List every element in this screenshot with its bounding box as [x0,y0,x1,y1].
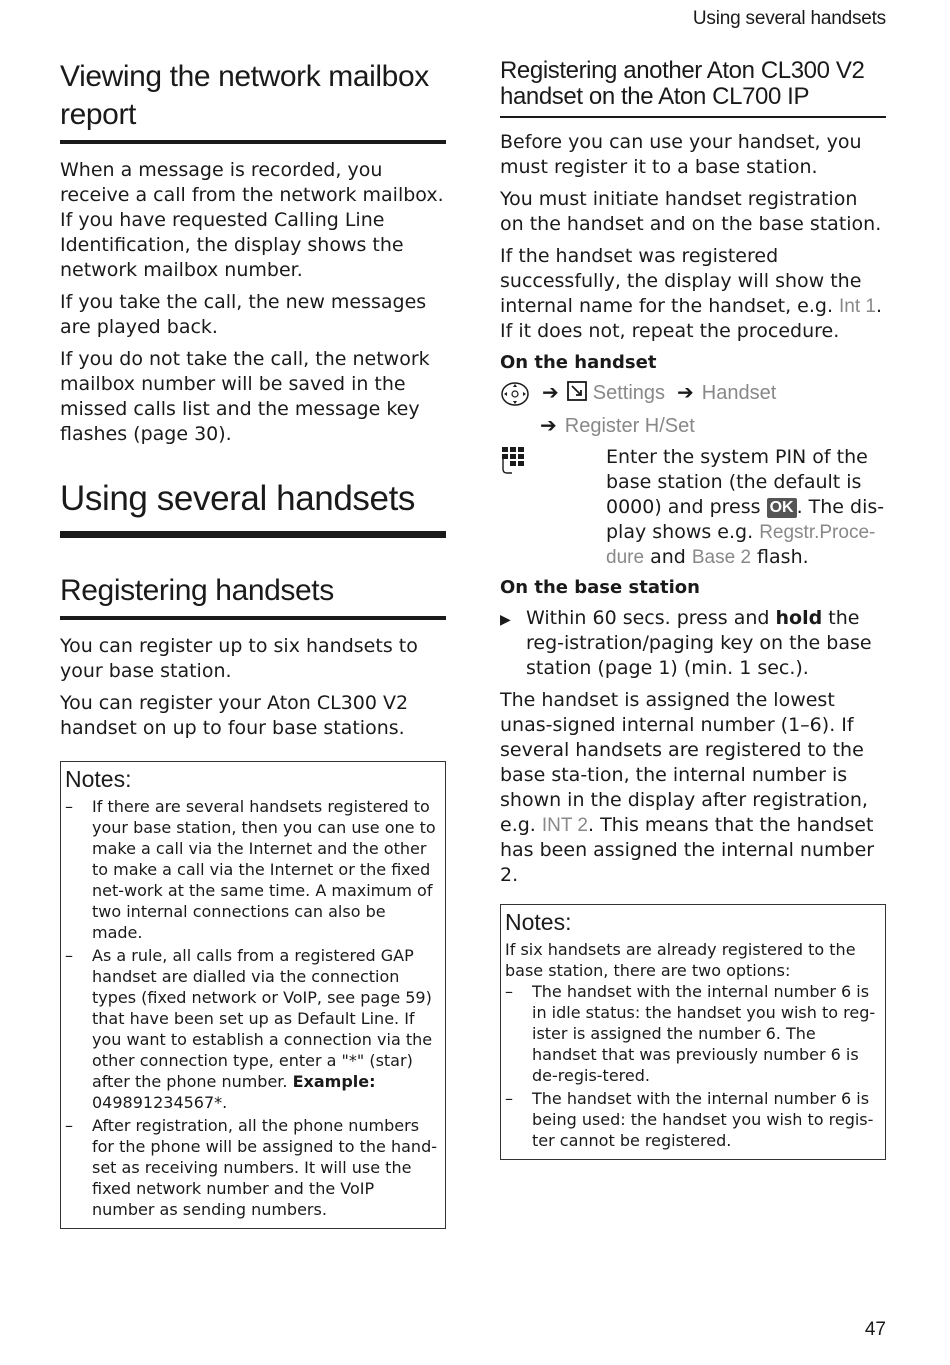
note-dash: – [505,1089,513,1108]
display-text-base2: Base 2 [691,547,752,568]
note-text: The handset with the internal number 6 is in idle status: the handset you wish to reg-ister is assigned the number 6. The handset that was previously number 6 is de-regis-tered. [532,982,876,1085]
pin-text-2: . The dis-play shows e.g. [606,496,885,543]
display-text-regstr: Regstr.Proce-dure [606,522,876,568]
right-column [500,58,886,1160]
base-text-hold: hold [775,607,823,629]
display-text-int2: INT 2 [541,815,588,836]
note-text: The handset with the internal number 6 is being used: the handset you wish to regis-ter cannot be registered. [532,1089,874,1150]
success-text-tail: . If it does not, repeat the procedure. [500,295,883,342]
notes-intro: If six handsets are already registered to the base station, there are two options: [505,940,856,980]
pin-step-text [606,445,886,570]
note-item [65,945,441,1113]
notes-list [505,981,881,1151]
menu-item-handset: Handset [701,382,777,404]
on-base-label: On the base station [500,577,700,598]
arrow-right-icon: ➔ [542,382,559,404]
note-item [65,1115,441,1220]
note-text: After registration, all the phone numbers for the phone will be assigned to the hand-set as receiving numbers. It will use the fixed network number and the VoIP number as sending numbers. [92,1116,437,1219]
base-text-2: the reg-istration/paging key on the base station (page 1) (min. 1 sec.). [526,607,872,679]
on-handset-label: On the handset [500,352,657,373]
page-number: 47 [864,1319,886,1340]
mailbox-para-1: When a message is recorded, you receive a call from the network mailbox. If you have requested Calling Line Identification, the display shows the network mailbox number. [60,159,444,281]
note-example-label: Example: [292,1072,376,1091]
notes-box-right [500,904,886,1160]
left-column [60,58,446,1229]
note-dash: – [65,1116,73,1135]
control-key-icon [500,381,530,414]
menu-path-line-1 [500,381,886,414]
running-head: Using several handsets [692,8,886,29]
menu-item-settings: Settings [592,382,666,404]
assigned-para [500,688,886,888]
note-example-number: 049891234567*. [92,1093,228,1112]
pin-step-para [606,445,886,570]
menu-settings-icon [567,381,587,406]
triangle-bullet-icon: ▶ [500,612,511,628]
intro-para-2: You must initiate handset registration on the handset and on the base station. [500,188,882,235]
note-item [65,796,441,943]
pin-text-4: flash. [751,546,809,568]
note-text: If there are several handsets registered to your base station, then you can use one to make a call via the Internet and the other to make a call via the Internet or the fixed net-work at the same time. A maximum of two internal connections can also be made. [92,797,436,942]
chapter-heading: Using several handsets [60,477,446,538]
pin-text-1: Enter the system PIN of the base station (the default is 0000) and press [606,446,868,518]
note-item [505,981,881,1086]
success-text: If the handset was registered successfully, the display will show the internal name for the handset, e.g. [500,245,862,317]
keypad-icon [500,445,606,570]
pin-text-3: and [644,546,692,568]
assigned-text-tail: . This means that the handset has been assigned the internal number 2. [500,814,875,886]
assigned-text: The handset is assigned the lowest unas-signed internal number (1–6). If several handsets are registered to the base sta-tion, the internal number is shown in the display after registration, e.g. [500,689,868,836]
intro-para-1: Before you can use your handset, you must register it to a base station. [500,131,862,178]
mailbox-para-2: If you take the call, the new messages are played back. [60,291,427,338]
menu-path-line-2 [500,414,886,439]
ok-key-icon: OK [767,498,797,518]
base-step [500,606,886,681]
note-dash: – [505,982,513,1001]
arrow-right-icon: ➔ [540,415,557,437]
base-text-1: Within 60 secs. press and [526,607,776,629]
notes-box-left [60,761,446,1229]
register-another-heading: Registering another Aton CL300 V2 handset on the Aton CL700 IP [500,58,886,118]
arrow-right-icon: ➔ [677,382,694,404]
note-dash: – [65,946,73,965]
notes-list [65,796,441,1220]
notes-title: Notes: [65,766,132,792]
menu-item-register: Register H/Set [564,415,695,437]
note-dash: – [65,797,73,816]
note-text: As a rule, all calls from a registered GAP handset are dialled via the connection types (fixed network or VoIP, see page 59) that have been set up as Default Line. If you want to establish a connection via the other connection type, enter a "*" (star) after the phone number. [92,946,433,1091]
registering-para-2: You can register your Aton CL300 V2 handset on up to four base stations. [60,692,409,739]
mailbox-heading: Viewing the network mailbox report [60,58,446,144]
success-para [500,244,886,344]
registering-heading: Registering handsets [60,572,446,620]
mailbox-para-3: If you do not take the call, the network mailbox number will be saved in the missed calls list and the message key flashes (page 30). [60,348,430,445]
base-step-text [526,606,886,681]
display-text-int1: Int 1 [839,296,877,317]
registering-para-1: You can register up to six handsets to your base station. [60,635,418,682]
notes-title: Notes: [505,909,572,935]
note-item [505,1088,881,1151]
pin-step [500,445,886,570]
